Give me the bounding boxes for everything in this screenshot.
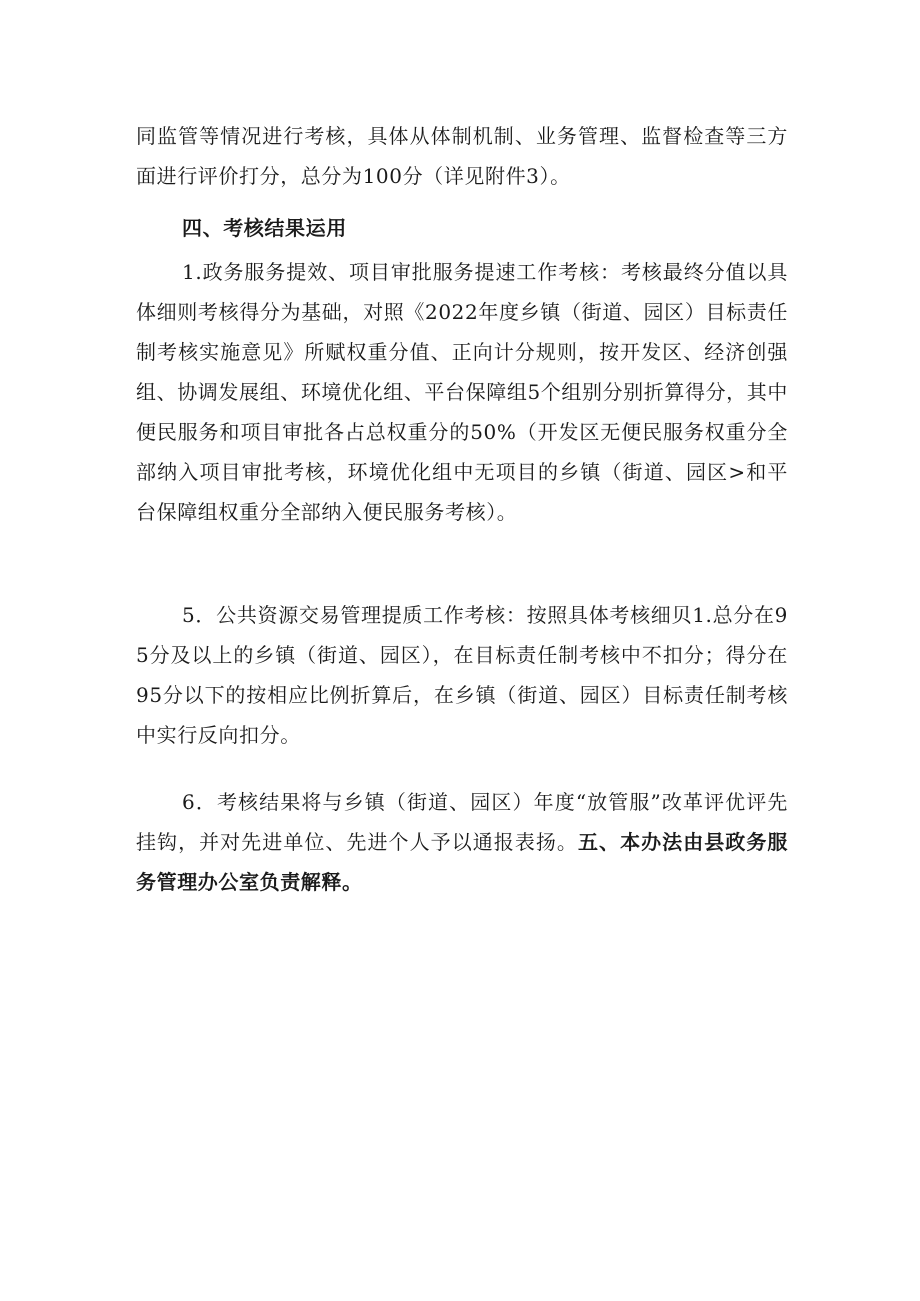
item-5-block (136, 595, 788, 755)
section-5-heading: 五、本办法由县政务服务管理办公室负责解释。 (136, 830, 789, 894)
item-5-paragraph: 5．公共资源交易管理提质工作考核：按照具体考核细贝1.总分在95分及以上的乡镇（街道、园区），在目标责任制考核中不扣分；得分在95分以下的按相应比例折算后，在乡镇（街道、园区）目标责任制考核中实行反向扣分。 (136, 603, 788, 747)
item-6-block (136, 782, 788, 902)
continuation-paragraph: 同监管等情况进行考核，具体从体制机制、业务管理、监督检查等三方面进行评价打分，总分为100分（详见附件3）。 (136, 124, 788, 188)
section-4-block (136, 208, 788, 248)
continuation-block (136, 116, 788, 196)
section-4-heading: 四、考核结果运用 (182, 216, 347, 240)
item-6-text: 6．考核结果将与乡镇（街道、园区）年度“放管服”改革评优评先挂钩，并对先进单位、先进个人予以通报表扬。 (136, 790, 788, 854)
item-1-block (136, 252, 788, 532)
item-6-paragraph (136, 782, 788, 902)
item-1-paragraph: 1.政务服务提效、项目审批服务提速工作考核：考核最终分值以具体细则考核得分为基础，对照《2022年度乡镇（街道、园区）目标责任制考核实施意见》所赋权重分值、正向计分规则，按开发区、经济创强组、协调发展组、环境优化组、平台保障组5个组别分别折算得分，其中便民服务和项目审批各占总权重分的50%（开发区无便民服务权重分全部纳入项目审批考核，环境优化组中无项目的乡镇（街道、园区>和平台保障组权重分全部纳入便民服务考核）。 (136, 260, 788, 524)
